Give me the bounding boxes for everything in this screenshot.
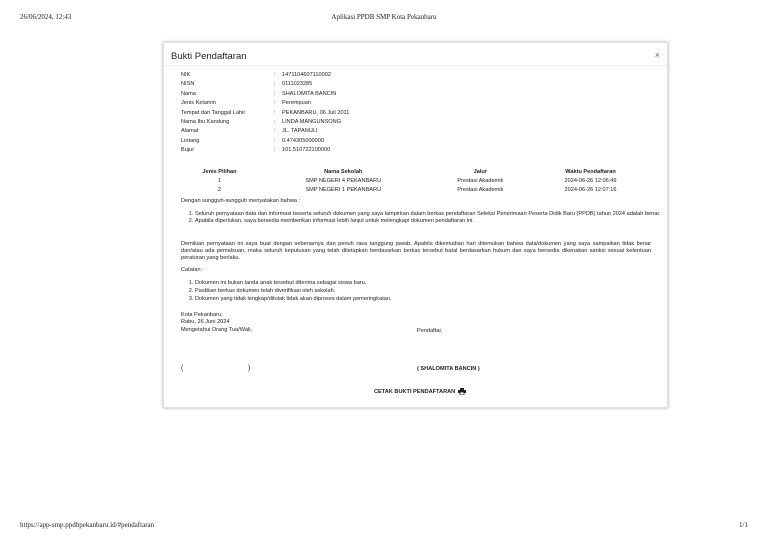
school-choices-table bbox=[181, 169, 649, 195]
title-divider bbox=[164, 65, 667, 66]
print-button-label: CETAK BUKTI PENDAFTARAN bbox=[374, 388, 456, 395]
info-row-latitude: Lintang : 0.474305000000 bbox=[181, 137, 349, 146]
table-cell: Prestasi Akademik bbox=[457, 178, 504, 184]
column-header: Nama Sekolah bbox=[324, 169, 363, 175]
info-row-address: Alamat : JL. TAPANULI bbox=[181, 127, 349, 136]
modal-title: Bukti Pendaftaran bbox=[171, 51, 247, 62]
list-item: 2. Pastikan berkas dokumen telah diverifikasi oleh sekolah. bbox=[195, 288, 665, 296]
table-cell: 2 bbox=[217, 187, 222, 193]
info-label: Bujur bbox=[181, 147, 195, 154]
printer-icon bbox=[458, 388, 466, 395]
info-label: NISN bbox=[181, 81, 195, 88]
signature-date: Rabu, 26 Juni 2024 bbox=[181, 319, 230, 326]
list-item: 3. Dokumen yang tidak lengkap/ditolak tidak akan diproses dalam pemeringkatan. bbox=[195, 296, 665, 304]
guardian-paren-open: ( bbox=[181, 365, 184, 372]
statement-list bbox=[181, 211, 665, 226]
info-value: 1471104607110002 bbox=[282, 72, 331, 78]
info-label: Jenis Kelamin bbox=[181, 100, 216, 107]
column-header: Jenis Pilihan bbox=[202, 169, 237, 175]
info-label: NIK bbox=[181, 72, 191, 78]
table-cell: SMP NEGERI 1 PEKANBARU bbox=[305, 187, 382, 193]
info-value: 0.474305000000 bbox=[282, 137, 324, 144]
info-row-nik: NIK : 1471104607110002 bbox=[181, 71, 349, 80]
table-cell: Prestasi Akademik bbox=[457, 187, 504, 193]
table-cell: 2024-06-26 12:06:49 bbox=[564, 178, 617, 184]
print-page-title: Aplikasi PPDB SMP Kota Pekanbaru bbox=[331, 13, 437, 21]
declaration-paragraph: Demikian pernyataan ini saya buat dengan sebenarnya dan penuh rasa tanggung jawab. Apabila dikemudian hari ditemukan bahwa data/dokumen yang saya sampaikan tidak benar dan/atau ada pemalsuan, maka seluruh keputusan yang telah ditetapkan berdasarkan berkas tersebut batal berdasarkan hukum dan saya bersedia dikenakan sanksi sesuai ketentuan peraturan yang berlaku. bbox=[181, 241, 651, 261]
info-row-gender: Jenis Kelamin : Perempuan bbox=[181, 99, 349, 108]
table-row bbox=[181, 186, 649, 195]
table-cell: 2024-06-26 12:07:16 bbox=[564, 187, 617, 193]
info-row-nisn: NISN : 0111023285 bbox=[181, 80, 349, 89]
info-value: SHALOMITA BANCIN bbox=[282, 90, 337, 97]
info-label: Lintang bbox=[181, 137, 200, 144]
info-label: Alamat bbox=[181, 128, 199, 135]
student-info bbox=[181, 71, 349, 156]
info-row-longitude: Bujur : 101.510722100000 bbox=[181, 146, 349, 155]
print-receipt-button[interactable] bbox=[374, 388, 466, 395]
registrant-name: ( SHALOMITA BANCIN ) bbox=[417, 366, 480, 372]
column-header: Jalur bbox=[473, 169, 487, 175]
signature-block bbox=[181, 312, 252, 334]
info-row-birth: Tempat dan Tanggal Lahir : PEKANBARU, 06 Juli 2011 bbox=[181, 109, 349, 118]
guardian-label: Mengetahui Orang Tua/Wali, bbox=[181, 326, 252, 333]
print-page-number: 1/1 bbox=[739, 521, 748, 529]
registrant-label: Pendaftar, bbox=[417, 328, 443, 334]
table-cell: SMP NEGERI 4 PEKANBARU bbox=[305, 178, 382, 184]
info-value: PEKANBARU, 06 Juli 2011 bbox=[282, 109, 350, 116]
statement-intro: Dengan sungguh-sungguh menyatakan bahwa : bbox=[181, 198, 301, 204]
info-row-name: Nama : SHALOMITA BANCIN bbox=[181, 90, 349, 99]
receipt-modal bbox=[163, 42, 668, 408]
info-label: Nama bbox=[181, 90, 196, 97]
info-value: 101.510722100000 bbox=[282, 147, 331, 154]
info-row-mother: Nama Ibu Kandung : LINDA MANGUNSONG bbox=[181, 118, 349, 127]
notes-label: Catatan : bbox=[181, 267, 204, 273]
table-row bbox=[181, 177, 649, 186]
info-value: Perempuan bbox=[282, 100, 311, 107]
print-url: https://app-smp.ppdbpekanbaru.id/#pendaftaran bbox=[20, 521, 155, 529]
close-button[interactable]: × bbox=[654, 50, 660, 60]
list-item: 1. Seluruh pernyataan data dan informasi beserta seluruh dokumen yang saya lampirkan dalam berkas pendaftaran Seleksi Penerimaan Peserta Didik Baru (PPDB) tahun 2024 adalah benar. bbox=[195, 211, 665, 218]
table-cell: 1 bbox=[217, 178, 222, 184]
notes-list bbox=[181, 280, 665, 303]
list-item: 2. Apabila diperlukan, saya bersedia memberikan informasi lebih lanjut untuk melengkapi dokumen pendaftaran ini. bbox=[195, 218, 665, 225]
table-header-row bbox=[181, 169, 649, 177]
guardian-paren-close: ) bbox=[248, 365, 251, 372]
print-datetime: 26/06/2024, 12:43 bbox=[20, 13, 72, 21]
signature-place: Kota Pekanbaru, bbox=[181, 312, 223, 318]
info-label: Nama Ibu Kandung bbox=[181, 119, 230, 126]
info-label: Tempat dan Tanggal Lahir bbox=[181, 109, 246, 116]
info-value: JL. TAPANULI bbox=[282, 128, 318, 135]
list-item: 1. Dokumen ini bukan tanda anak tersebut diterima sebagai siswa baru. bbox=[195, 280, 665, 288]
info-value: LINDA MANGUNSONG bbox=[282, 119, 342, 126]
info-value: 0111023285 bbox=[282, 81, 313, 88]
column-header: Waktu Pendaftaran bbox=[565, 169, 616, 175]
